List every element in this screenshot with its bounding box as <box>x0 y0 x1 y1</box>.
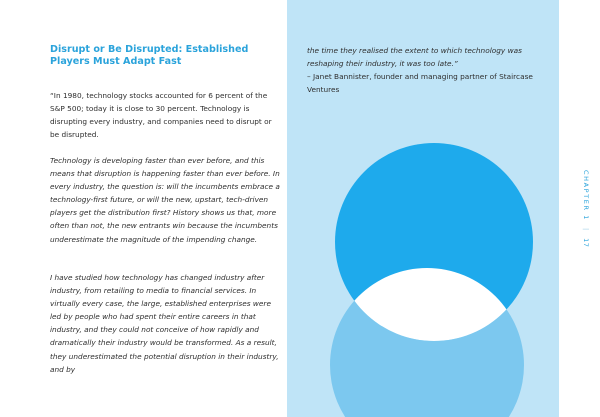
quote-attribution: – Janet Bannister, founder and managing partner of Staircase Ventures <box>307 72 533 95</box>
section-heading: Disrupt or Be Disrupted: Established Players Must Adapt Fast <box>50 44 249 67</box>
page-number: 17 <box>582 238 590 248</box>
paragraph-1: “In 1980, technology stocks accounted for 6 percent of the S&P 500; today it is close to 30 percent. Technology is disrupting every industry, and companies need to disrupt or be disrupted. <box>50 91 272 140</box>
chapter-label: CHAPTER 1 <box>582 170 590 221</box>
right-page <box>287 0 559 417</box>
quote-continuation: the time they realised the extent to which technology was reshaping their industry, it was too late.” <box>307 46 522 69</box>
paragraph-3: I have studied how technology has changed industry after industry, from retailing to media to financial services. In virtually every case, the large, established enterprises were led by people who had spent their entire careers in that industry, and they could not conceive of how rapidly and dramatically their industry would be transformed. As a result, they underestimated the potential disruption in their industry, and by <box>50 273 279 374</box>
label-separator: | <box>582 227 590 232</box>
chapter-page-label <box>566 170 590 250</box>
paragraph-2: Technology is developing faster than ever before, and this means that disruption is happening faster than ever before. In every industry, the question is: will the incumbents embrace a technology-first future, or will the new, upstart, tech-driven players get the distribution first? History shows us that, more often than not, the new entrants win because the incumbents underestimate the magnitude of the impending change. <box>50 156 280 244</box>
